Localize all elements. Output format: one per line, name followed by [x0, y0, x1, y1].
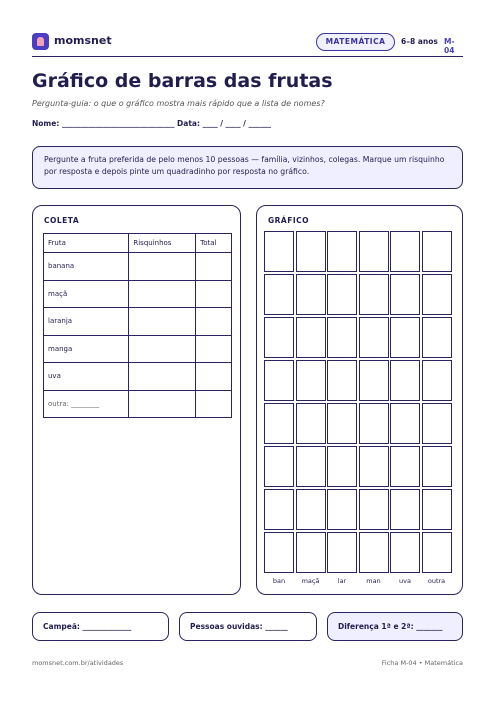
table-row — [44, 253, 232, 281]
total-cell[interactable] — [196, 335, 232, 363]
chart-title: GRÁFICO — [268, 216, 310, 225]
chart-square[interactable] — [359, 403, 389, 444]
worksheet-code: M-04 — [444, 37, 455, 55]
tally-cell[interactable] — [129, 280, 196, 308]
fruit-name: uva — [44, 363, 129, 391]
chart-square[interactable] — [422, 489, 452, 530]
chart-square[interactable] — [327, 403, 357, 444]
chart-square[interactable] — [390, 446, 420, 487]
chart-square[interactable] — [422, 532, 452, 573]
chart-square[interactable] — [390, 532, 420, 573]
table-row — [44, 363, 232, 391]
chart-square[interactable] — [359, 317, 389, 358]
chart-square[interactable] — [422, 446, 452, 487]
chart-square[interactable] — [327, 489, 357, 530]
total-cell[interactable] — [196, 308, 232, 336]
chart-square[interactable] — [264, 489, 294, 530]
total-cell[interactable] — [196, 390, 232, 418]
chart-column-label: maçã — [301, 577, 320, 585]
chart-square[interactable] — [390, 274, 420, 315]
tally-cell[interactable] — [129, 308, 196, 336]
chart-square[interactable] — [264, 532, 294, 573]
chart-square[interactable] — [264, 446, 294, 487]
chart-column-label: man — [366, 577, 381, 585]
chart-square[interactable] — [359, 360, 389, 401]
chart-square[interactable] — [327, 274, 357, 315]
fruit-name-other[interactable]: outra: ________ — [44, 390, 129, 418]
chart-square[interactable] — [390, 360, 420, 401]
tally-cell[interactable] — [129, 335, 196, 363]
chart-column-label: ban — [272, 577, 286, 585]
collection-panel — [32, 205, 241, 595]
chart-square[interactable] — [390, 489, 420, 530]
footer-sheet-info: Ficha M-04 • Matemática — [381, 659, 463, 667]
age-range: 6–8 anos — [401, 37, 438, 46]
chart-square[interactable] — [359, 532, 389, 573]
total-cell[interactable] — [196, 253, 232, 281]
chart-square[interactable] — [359, 489, 389, 530]
table-row — [44, 390, 232, 418]
chart-square[interactable] — [390, 231, 420, 272]
tally-table — [43, 233, 232, 418]
chart-column-label: outra — [427, 577, 446, 585]
chart-square[interactable] — [296, 446, 326, 487]
chart-square[interactable] — [264, 274, 294, 315]
chart-square[interactable] — [296, 532, 326, 573]
winner-box[interactable]: Campeã: _____________ — [32, 612, 169, 641]
difference-box[interactable]: Diferença 1ª e 2ª: _______ — [327, 612, 463, 641]
table-row — [44, 308, 232, 336]
chart-square[interactable] — [296, 489, 326, 530]
chart-square[interactable] — [264, 360, 294, 401]
chart-square[interactable] — [264, 231, 294, 272]
chart-square[interactable] — [327, 317, 357, 358]
total-cell[interactable] — [196, 363, 232, 391]
chart-column-label: uva — [399, 577, 411, 585]
collection-title: COLETA — [44, 216, 80, 225]
momsnet-logo-icon — [32, 33, 49, 50]
chart-square[interactable] — [422, 317, 452, 358]
chart-square[interactable] — [296, 403, 326, 444]
chart-square[interactable] — [390, 317, 420, 358]
people-count-box[interactable]: Pessoas ouvidas: ______ — [179, 612, 317, 641]
chart-square[interactable] — [296, 274, 326, 315]
tally-cell[interactable] — [129, 253, 196, 281]
chart-column-label: lar — [337, 577, 347, 585]
chart-square[interactable] — [390, 403, 420, 444]
page-title: Gráfico de barras das frutas — [32, 70, 333, 92]
fruit-name: manga — [44, 335, 129, 363]
fruit-name: banana — [44, 253, 129, 281]
chart-square[interactable] — [327, 532, 357, 573]
subject-badge: MATEMÁTICA — [316, 33, 395, 51]
chart-square[interactable] — [422, 274, 452, 315]
chart-square[interactable] — [359, 446, 389, 487]
chart-square[interactable] — [296, 360, 326, 401]
footer-url: momsnet.com.br/atividades — [32, 659, 124, 667]
guide-question: Pergunta-guia: o que o gráfico mostra mais rápido que a lista de nomes? — [32, 99, 325, 108]
chart-square[interactable] — [327, 231, 357, 272]
table-row — [44, 335, 232, 363]
chart-square[interactable] — [264, 317, 294, 358]
chart-square[interactable] — [327, 360, 357, 401]
column-header-fruit: Fruta — [44, 234, 129, 253]
chart-square[interactable] — [296, 317, 326, 358]
chart-square[interactable] — [327, 446, 357, 487]
column-header-tallies: Risquinhos — [129, 234, 196, 253]
chart-square[interactable] — [422, 231, 452, 272]
chart-square[interactable] — [359, 274, 389, 315]
page-header — [32, 31, 463, 55]
tally-cell[interactable] — [129, 390, 196, 418]
chart-square[interactable] — [359, 231, 389, 272]
chart-square[interactable] — [296, 231, 326, 272]
tally-cell[interactable] — [129, 363, 196, 391]
header-divider — [32, 56, 463, 57]
fruit-name: laranja — [44, 308, 129, 336]
chart-square[interactable] — [422, 360, 452, 401]
name-date-line[interactable]: Nome: ______________________________ Data: ____ / ____ / ______ — [32, 119, 272, 128]
fruit-name: maçã — [44, 280, 129, 308]
chart-square[interactable] — [264, 403, 294, 444]
brand-name: momsnet — [54, 34, 112, 47]
instructions-box: Pergunte a fruta preferida de pelo menos 10 pessoas — família, vizinhos, colegas. Marque um risquinho por resposta e depois pinte um quadradinho por resposta no gráfico. — [32, 146, 463, 189]
chart-square[interactable] — [422, 403, 452, 444]
table-row — [44, 280, 232, 308]
column-header-total: Total — [196, 234, 232, 253]
total-cell[interactable] — [196, 280, 232, 308]
